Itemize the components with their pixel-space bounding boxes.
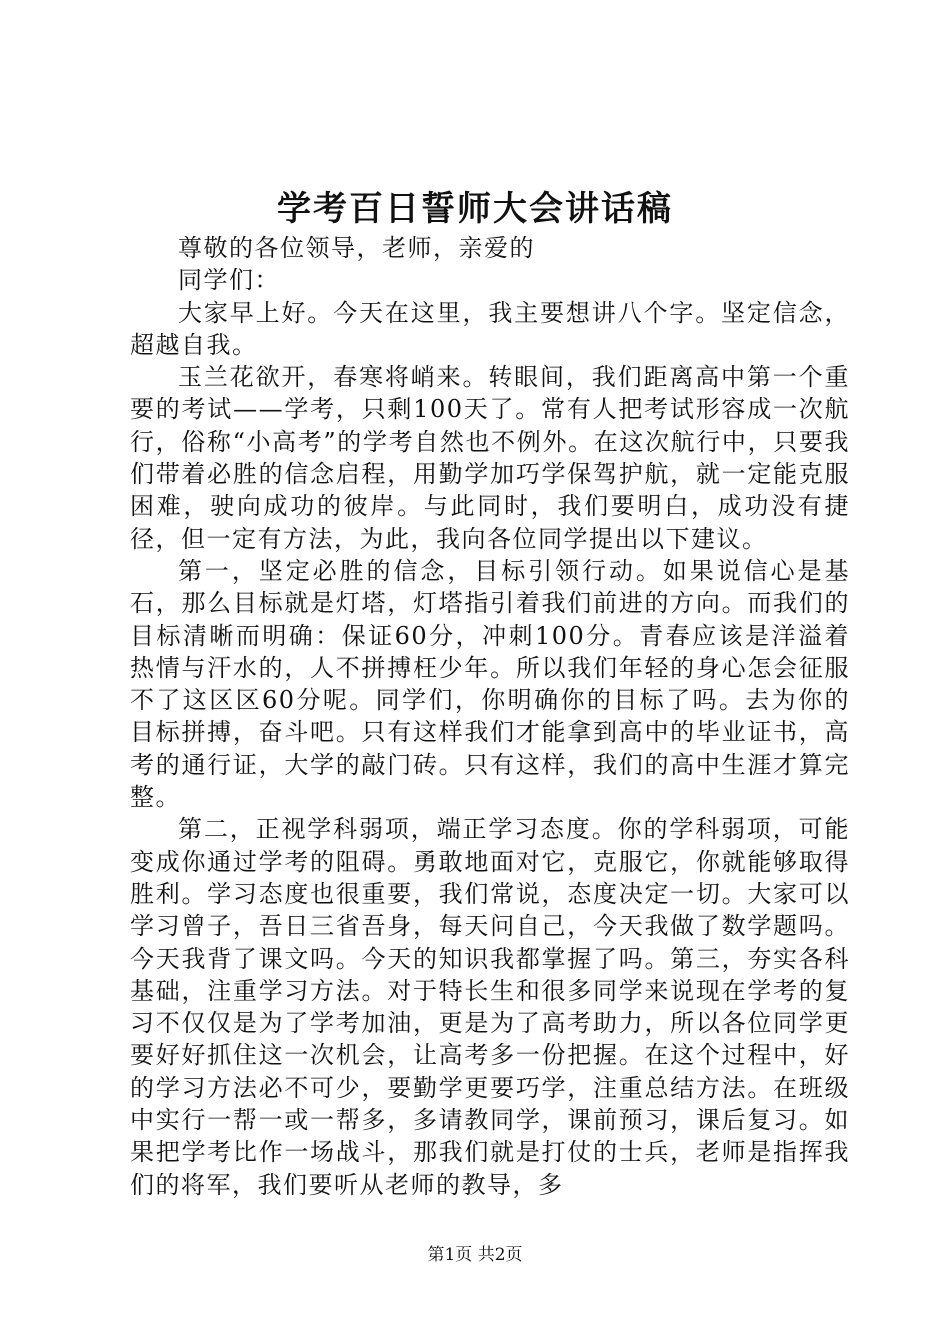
paragraph: 玉兰花欲开，春寒将峭来。转眼间，我们距离高中第一个重要的考试——学考，只剩100天了。常有人把考试形容成一次航行，俗称“小高考”的学考自然也不例外。在这次航行中，只要我们带着必胜的信念启程，用勤学加巧学保驾护航，就一定能克服困难，驶向成功的彼岸。与此同时，我们要明白，成功没有捷径，但一定有方法，为此，我向各位同学提出以下建议。: [130, 363, 850, 553]
document-body: [130, 232, 850, 1201]
greeting-line: 尊敬的各位领导，老师，亲爱的: [178, 234, 535, 262]
page-footer: 第1页 共2页: [427, 1245, 523, 1265]
paragraph: 第一，坚定必胜的信念，目标引领行动。如果说信心是基石，那么目标就是灯塔，灯塔指引着我们前进的方向。而我们的目标清晰而明确：保证60分，冲刺100分。青春应该是洋溢着热情与汗水的，人不拼搏枉少年。所以我们年轻的身心怎会征服不了这区区60分呢。同学们，你明确你的目标了吗。去为你的目标拼搏，奋斗吧。只有这样我们才能拿到高中的毕业证书，高考的通行证，大学的敲门砖。只有这样，我们的高中生涯才算完整。: [130, 556, 850, 812]
page-title: 学考百日誓师大会讲话稿: [277, 189, 673, 229]
paragraph: 第二，正视学科弱项，端正学习态度。你的学科弱项，可能变成你通过学考的阻碍。勇敢地面对它，克服它，你就能够取得胜利。学习态度也很重要，我们常说，态度决定一切。大家可以学习曾子，吾日三省吾身，每天问自己，今天我做了数学题吗。今天我背了课文吗。今天的知识我都掌握了吗。第三，夯实各科基础，注重学习方法。对于特长生和很多同学来说现在学考的复习不仅仅是为了学考加油，更是为了高考助力，所以各位同学更要好好抓住这一次机会，让高考多一份把握。在这个过程中，好的学习方法必不可少，要勤学更要巧学，注重总结方法。在班级中实行一帮一或一帮多，多请教同学，课前预习，课后复习。如果把学考比作一场战斗，那我们就是打仗的士兵，老师是指挥我们的将军，我们要听从老师的教导，多: [130, 815, 850, 1199]
greeting-line: 同学们：: [178, 266, 280, 295]
paragraph: 大家早上好。今天在这里，我主要想讲八个字。坚定信念，超越自我。: [130, 298, 850, 359]
